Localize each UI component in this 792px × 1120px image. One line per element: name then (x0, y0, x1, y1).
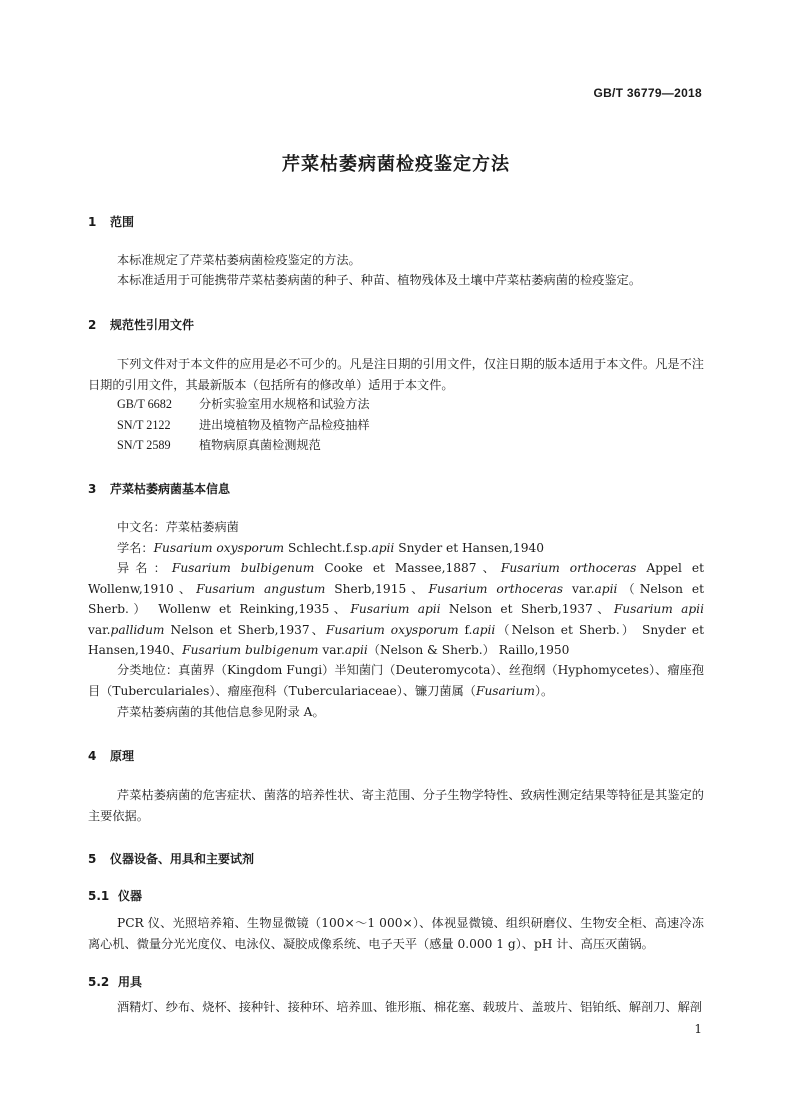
section-title: 范围 (110, 215, 135, 229)
section-2-paragraph-1: 下列文件对于本文件的应用是必不可少的。凡是注日期的引用文件，仅注日期的版本适用于本文件。凡是不注日期的引用文件，其最新版本（包括所有的修改单）适用于本文件。 (88, 357, 704, 392)
page-number: 1 (694, 1022, 702, 1036)
section-2-heading (88, 316, 194, 333)
section-title: 规范性引用文件 (110, 318, 195, 332)
taxonomy: 分类地位：真菌界（Kingdom Fungi）半知菌门（Deuteromycota）、丝孢纲（Hyphomycetes）、瘤座孢目（Tuberculariales）、瘤座孢科（Tuberculariaceae）、镰刀菌属（Fusarium）。 (88, 663, 704, 698)
reference-row (117, 395, 370, 412)
section-1-heading (88, 213, 134, 230)
section-5-1-paragraph-1: PCR 仪、光照培养箱、生物显微镜（100×～1 000×）、体视显微镜、组织研磨仪、生物安全柜、高速冷冻离心机、微量分光光度仪、电泳仪、凝胶成像系统、电子天平（感量 0.000 1 g）、pH 计、高压灭菌锅。 (88, 916, 704, 951)
section-number: 5.2 (88, 975, 110, 989)
other-info: 芹菜枯萎病菌的其他信息参见附录 A。 (117, 705, 325, 719)
reference-code: SN/T 2589 (117, 438, 171, 452)
section-5-2-heading (88, 973, 142, 990)
reference-code: SN/T 2122 (117, 418, 171, 432)
section-5-heading (88, 850, 254, 867)
section-title: 芹菜枯萎病菌基本信息 (110, 482, 231, 496)
section-title: 仪器设备、用具和主要试剂 (110, 852, 255, 866)
section-1-paragraph-2: 本标准适用于可能携带芹菜枯萎病菌的种子、种苗、植物残体及土壤中芹菜枯萎病菌的检疫鉴定。 (117, 273, 642, 287)
reference-row (117, 436, 321, 453)
section-number: 4 (88, 749, 97, 763)
reference-name: 植物病原真菌检测规范 (199, 438, 321, 452)
reference-name: 进出境植物及植物产品检疫抽样 (199, 418, 370, 432)
section-4-heading (88, 747, 134, 764)
section-number: 3 (88, 482, 97, 496)
chinese-name: 中文名：芹菜枯萎病菌 (117, 520, 239, 534)
scientific-name: 学名：Fusarium oxysporum Schlecht.f.sp.apii Snyder et Hansen,1940 (117, 541, 544, 555)
section-number: 2 (88, 318, 97, 332)
reference-code: GB/T 6682 (117, 397, 172, 411)
section-5-1-heading (88, 887, 142, 904)
standard-code: GB/T 36779—2018 (593, 86, 702, 100)
section-4-paragraph-1: 芹菜枯萎病菌的危害症状、菌落的培养性状、寄主范围、分子生物学特性、致病性测定结果等特征是其鉴定的主要依据。 (88, 788, 704, 823)
section-number: 1 (88, 215, 97, 229)
document-title: 芹菜枯萎病菌检疫鉴定方法 (282, 154, 510, 175)
synonyms: 异名：Fusarium bulbigenum Cooke et Massee,1887、Fusarium orthoceras Appel et Wollenw,1910、Fusarium angustum Sherb,1915、Fusarium orthoceras var.apii（Nelson et Sherb.） Wollenw et Reinking,1935、Fusarium apii Nelson et Sherb,1937、Fusarium apii var.pallidum Nelson et Sherb,1937、Fusarium oxysporum f.apii（Nelson et Sherb.） Snyder et Hansen,1940、Fusarium bulbigenum var.apii（Nelson & Sherb.） Raillo,1950 (88, 561, 705, 657)
section-1-paragraph-1: 本标准规定了芹菜枯萎病菌检疫鉴定的方法。 (117, 253, 361, 267)
section-number: 5 (88, 852, 97, 866)
reference-name: 分析实验室用水规格和试验方法 (199, 397, 370, 411)
section-3-heading (88, 480, 230, 497)
section-title: 仪器 (118, 889, 143, 903)
section-5-2-paragraph-1: 酒精灯、纱布、烧杯、接种针、接种环、培养皿、锥形瓶、棉花塞、载玻片、盖玻片、铝铂纸、解剖刀、解剖 (117, 1000, 702, 1014)
section-title: 用具 (118, 975, 143, 989)
section-number: 5.1 (88, 889, 110, 903)
reference-row (117, 416, 370, 433)
section-title: 原理 (110, 749, 135, 763)
